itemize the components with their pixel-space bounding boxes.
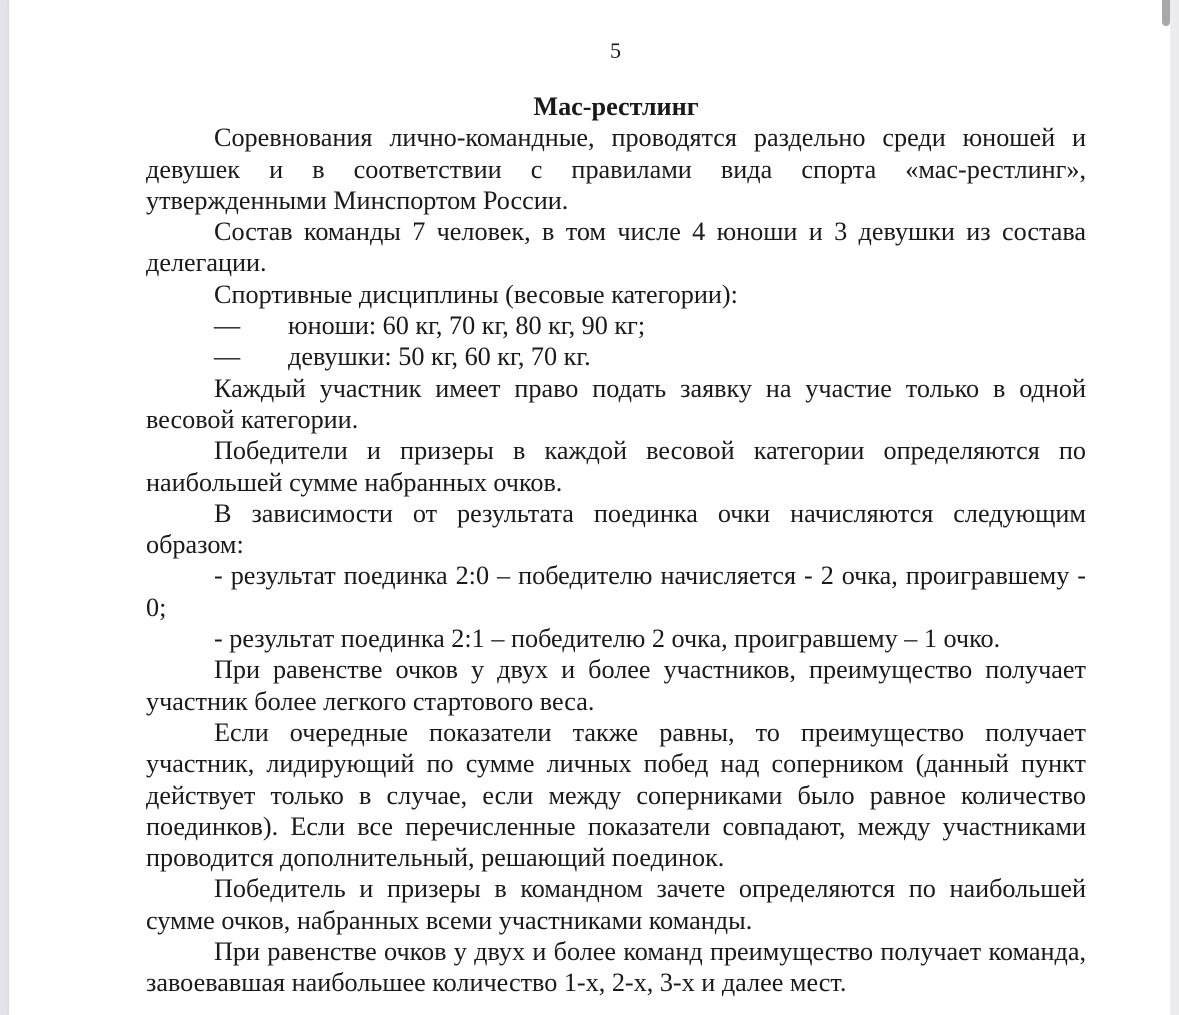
scoring-rule: - результат поединка 2:0 – победителю начисляется - 2 очка, проигравшему - 0; xyxy=(146,561,1086,622)
paragraph: При равенстве очков у двух и более команд преимущество получает команда, завоевавшая наибольшее количество 1-х, 2-х, 3-х и далее мест. xyxy=(146,937,1086,998)
paragraph: Соревнования лично-командные, проводятся раздельно среди юношей и девушек и в соответствии с правилами вида спорта «мас-рестлинг», утвержденными Минспортом России. xyxy=(146,123,1086,215)
list-item-text: юноши: 60 кг, 70 кг, 80 кг, 90 кг; xyxy=(288,311,646,341)
paragraph: Состав команды 7 человек, в том числе 4 юноши и 3 девушки из состава делегации. xyxy=(146,217,1086,278)
dash-bullet: — xyxy=(214,342,241,372)
paragraph: Спортивные дисциплины (весовые категории): xyxy=(214,279,738,309)
scrollbar-thumb[interactable] xyxy=(1162,0,1170,26)
section-title: Мас-рестлинг xyxy=(533,92,699,121)
paragraph: Каждый участник имеет право подать заявку на участие только в одной весовой категории. xyxy=(146,373,1086,434)
list-item xyxy=(146,341,1086,372)
scoring-rule: - результат поединка 2:1 – победителю 2 очка, проигравшему – 1 очко. xyxy=(214,624,1001,654)
list-item-text: девушки: 50 кг, 60 кг, 70 кг. xyxy=(288,342,591,372)
list-item xyxy=(146,310,1086,341)
paragraph: При равенстве очков у двух и более участников, преимущество получает участник более легкого стартового веса. xyxy=(146,655,1086,716)
scrollbar-track[interactable] xyxy=(1170,0,1179,1015)
paragraph: Победитель и призеры в командном зачете определяются по наибольшей сумме очков, набранных всеми участниками команды. xyxy=(146,874,1086,935)
page-content xyxy=(146,91,1086,999)
paragraph: В зависимости от результата поединка очки начисляются следующим образом: xyxy=(146,498,1086,560)
paragraph: Если очередные показатели также равны, то преимущество получает участник, лидирующий по сумме личных побед над соперником (данный пункт действует только в случае, если между соперниками было равное количество поединков). Если все перечисленные показатели совпадают, между участниками проводится дополнительный, решающий поединок. xyxy=(146,717,1086,873)
dash-bullet: — xyxy=(214,311,241,341)
page-number: 5 xyxy=(610,38,621,63)
paragraph: Победители и призеры в каждой весовой категории определяются по наибольшей сумме набранных очков. xyxy=(146,436,1086,497)
